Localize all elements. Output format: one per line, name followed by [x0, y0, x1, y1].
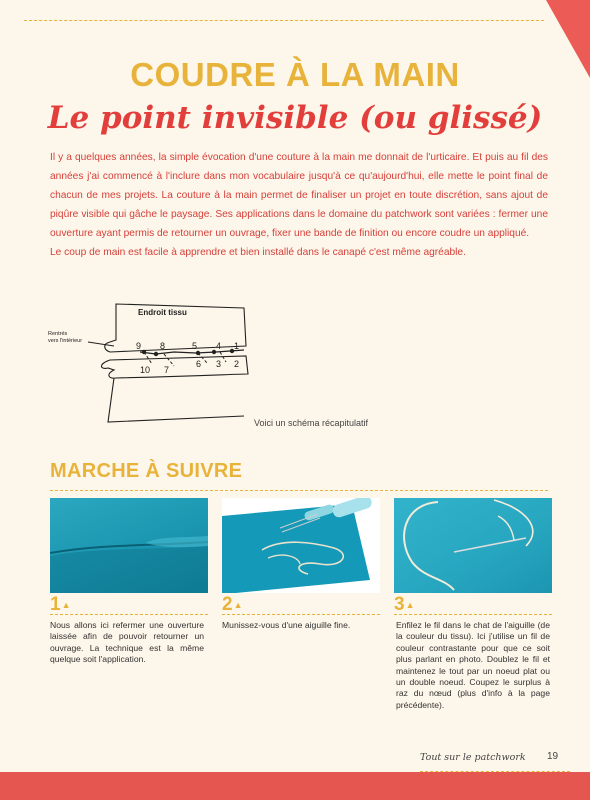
step-3-number — [394, 594, 415, 616]
diagram-label-top: Endroit tissu — [138, 308, 187, 317]
intro-paragraph-2: Le coup de main est facile à apprendre et bien installé dans le canapé c'est même agréable. — [50, 247, 466, 258]
step-2-photo — [222, 498, 380, 593]
stitch-diagram — [48, 300, 328, 425]
triangle-up-icon: ▲ — [405, 600, 415, 610]
step-3-text: Enfilez le fil dans le chat de l'aiguille (de la couleur du tissu). Ici j'utilise un fil de couleur contrastante pour que ce soit plus parlant en photo. Doublez le fil et maintenez le tout par un noeud plat ou un double noeud. Coupez le surplus à raz du nœud (plus d'info à la page précédente). — [396, 620, 550, 710]
diagram-number: 7 — [164, 365, 170, 375]
step-number-text: 1 — [50, 594, 61, 615]
step-1-divider — [50, 614, 208, 615]
diagram-label-side-2: vers l'intérieur — [48, 338, 83, 344]
triangle-up-icon: ▲ — [61, 600, 71, 610]
step-2-number — [222, 594, 243, 616]
diagram-number: 10 — [140, 365, 151, 375]
diagram-number: 9 — [136, 341, 142, 351]
footer-brand: Tout sur le patchwork — [420, 752, 526, 763]
step-number-text: 3 — [394, 594, 405, 615]
page-subtitle: Le point invisible (ou glissé) — [47, 100, 543, 136]
diagram-stitch-dot — [154, 352, 158, 356]
step-2-text: Munissez-vous d'une aiguille fine. — [222, 620, 351, 630]
diagram-lower-fabric — [102, 356, 249, 378]
step-2-divider — [222, 614, 380, 615]
diagram-label-side-1: Rentrés — [48, 331, 68, 337]
diagram-number: 2 — [234, 359, 240, 369]
diagram-number: 4 — [216, 341, 222, 351]
diagram-stitch-dot — [196, 351, 200, 355]
step-number-text: 2 — [222, 594, 233, 615]
diagram-number: 1 — [234, 341, 240, 351]
intro-paragraph-1: Il y a quelques années, la simple évocation d'une couture à la main me donnait de l'urticaire. Et puis au fil des années j'ai commencé à l'inclure dans mon vocabulaire jusqu'à ce qu'aujourd'hui, elle mette le point final de chacun de mes projets. La couture à la main permet de finaliser un projet en toute discrétion, sans ajout de piqûre visible qui gâche le paysage. Ses applications dans le domaine du patchwork sont variées : fermer une ouverture ayant permis de retourner un ouvrage, fixer une bande de finition ou encore coudre un appliqué. — [50, 152, 548, 239]
step-1-text: Nous allons ici refermer une ouverture laissée afin de pouvoir retourner un ouvrage. La technique est la même quelque soit l'application. — [50, 620, 204, 665]
page-number: 19 — [547, 751, 559, 762]
diagram-number: 3 — [216, 359, 222, 369]
page-title: COUDRE À LA MAIN — [130, 56, 460, 93]
diagram-lower-edge — [108, 378, 244, 422]
section-dashed-divider — [50, 490, 548, 491]
intro-text — [50, 148, 548, 262]
step-3-photo — [394, 498, 552, 593]
triangle-up-icon: ▲ — [233, 600, 243, 610]
bottom-color-bar — [0, 772, 590, 800]
step-1-photo — [50, 498, 208, 593]
diagram-number: 8 — [160, 341, 166, 351]
diagram-number: 6 — [196, 359, 202, 369]
top-dashed-divider — [24, 20, 544, 21]
diagram-caption: Voici un schéma récapitulatif — [254, 418, 369, 428]
step-1-number — [50, 594, 71, 616]
diagram-pointer-line — [88, 342, 114, 346]
diagram-number: 5 — [192, 341, 198, 351]
section-title: MARCHE À SUIVRE — [50, 460, 243, 482]
step-3-divider — [394, 614, 552, 615]
diagram-stitch-dot — [142, 350, 146, 354]
